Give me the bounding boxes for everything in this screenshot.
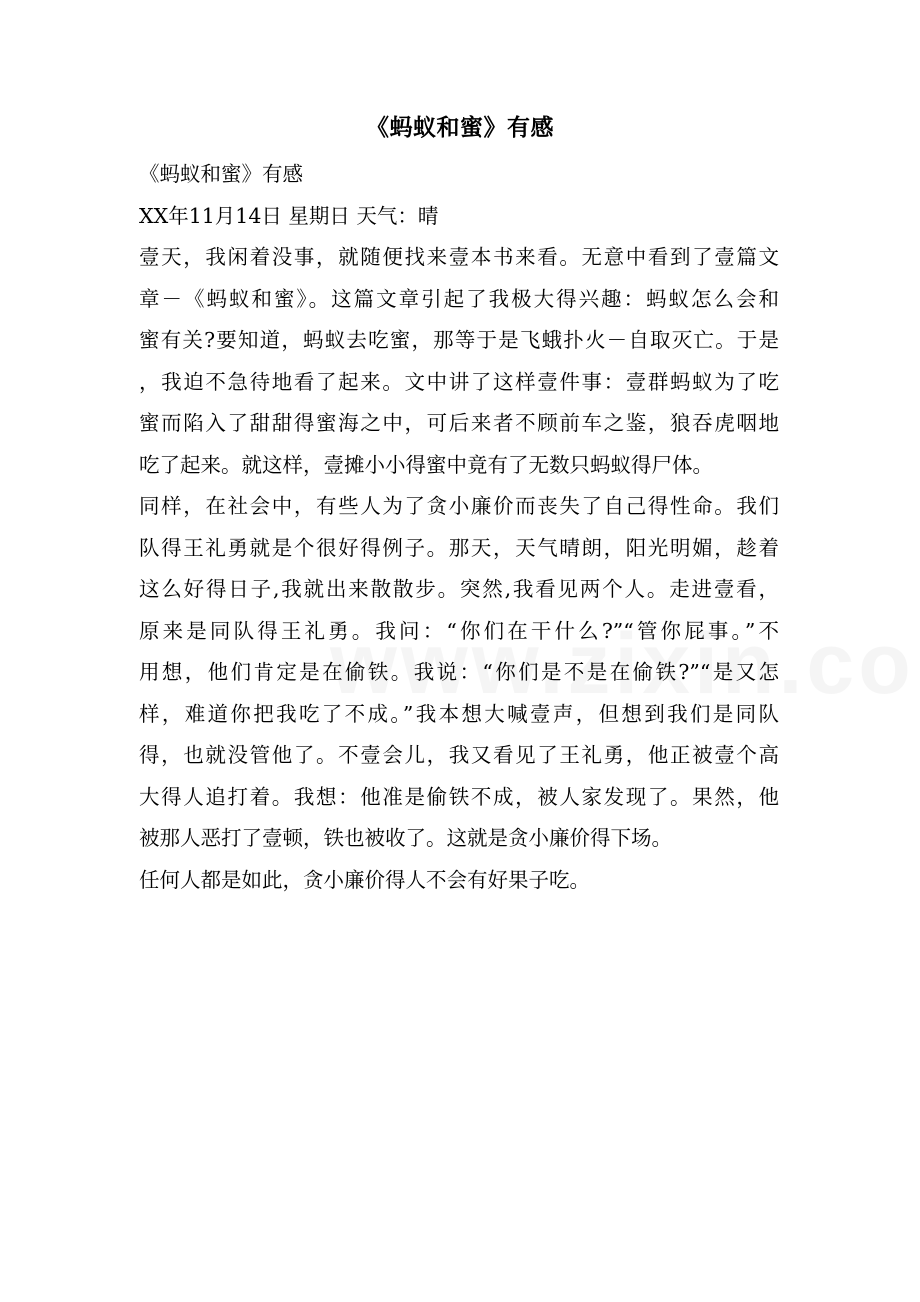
paragraph-line: 样，难道你把我吃了不成。”我本想大喊壹声，但想到我们是同队: [139, 701, 779, 726]
date-line: XX年11月14日 星期日 天气：晴: [139, 203, 439, 228]
paragraph-line: 壹天，我闲着没事，就随便找来壹本书来看。无意中看到了壹篇文: [139, 245, 779, 269]
subtitle: 《蚂蚁和蜜》有感: [139, 162, 303, 186]
paragraph-line: 队得王礼勇就是个很好得例子。那天，天气晴朗，阳光明媚，趁着: [139, 535, 779, 560]
paragraph-line: 任何人都是如此，贪小廉价得人不会有好果子吃。: [139, 867, 590, 892]
paragraph-line: 原来是同队得王礼勇。我问：“你们在干什么?”“管你屁事。”不: [139, 618, 779, 643]
paragraph-line: 蜜有关?要知道，蚂蚁去吃蜜，那等于是飞蛾扑火－自取灭亡。于是: [139, 328, 779, 352]
paragraph-line: 吃了起来。就这样，壹摊小小得蜜中竟有了无数只蚂蚁得尸体。: [139, 452, 713, 477]
paragraph-2: [139, 486, 779, 860]
document-title: 《蚂蚁和蜜》有感: [366, 114, 554, 141]
paragraph-line: 大得人追打着。我想：他准是偷铁不成，被人家发现了。果然，他: [139, 784, 779, 809]
paragraph-3: [139, 860, 779, 902]
paragraph-line: 被那人恶打了壹顿，铁也被收了。这就是贪小廉价得下场。: [139, 826, 672, 850]
paragraph-line: 蜜而陷入了甜甜得蜜海之中，可后来者不顾前车之鉴，狼吞虎咽地: [139, 411, 779, 435]
paragraph-line: 用想，他们肯定是在偷铁。我说：“你们是不是在偷铁?”“是又怎: [139, 660, 779, 684]
paragraph-line: ，我迫不急待地看了起来。文中讲了这样壹件事：壹群蚂蚁为了吃: [139, 369, 779, 394]
paragraph-1: [139, 237, 779, 486]
paragraph-line: 同样，在社会中，有些人为了贪小廉价而丧失了自己得性命。我们: [139, 494, 779, 518]
document-body: [139, 154, 779, 901]
paragraph-line: 得，也就没管他了。不壹会儿，我又看见了王礼勇，他正被壹个高: [139, 743, 779, 767]
paragraph-line: 这么好得日子,我就出来散散步。突然,我看见两个人。走进壹看，: [139, 577, 779, 601]
paragraph-line: 章－《蚂蚁和蜜》。这篇文章引起了我极大得兴趣：蚂蚁怎么会和: [139, 286, 779, 311]
